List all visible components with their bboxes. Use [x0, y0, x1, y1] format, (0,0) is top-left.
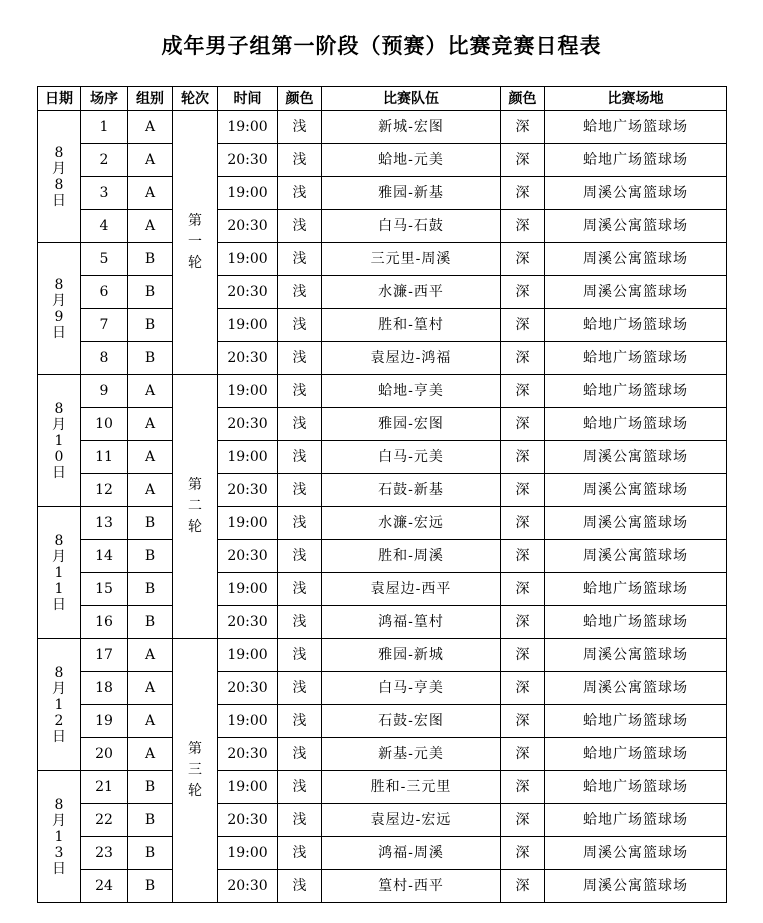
- match-color-away: 深: [501, 738, 545, 771]
- match-color-away: 深: [501, 375, 545, 408]
- match-teams: 水濂-西平: [322, 276, 501, 309]
- match-teams: 石鼓-新基: [322, 474, 501, 507]
- match-time: 19:00: [218, 243, 278, 276]
- match-color-away: 深: [501, 870, 545, 903]
- round-cell: [173, 639, 218, 903]
- match-group: B: [128, 507, 173, 540]
- match-row: [38, 210, 727, 243]
- match-seq: 2: [81, 144, 128, 177]
- match-venue: 周溪公寓篮球场: [545, 507, 727, 540]
- match-group: B: [128, 870, 173, 903]
- header-group: 组别: [128, 87, 173, 111]
- match-teams: 胜和-周溪: [322, 540, 501, 573]
- date-char: 8: [54, 532, 64, 549]
- match-group: B: [128, 837, 173, 870]
- match-time: 19:00: [218, 705, 278, 738]
- match-color-away: 深: [501, 705, 545, 738]
- match-color-home: 浅: [278, 606, 322, 639]
- match-time: 19:00: [218, 111, 278, 144]
- match-color-home: 浅: [278, 771, 322, 804]
- match-color-away: 深: [501, 837, 545, 870]
- match-time: 19:00: [218, 639, 278, 672]
- match-color-home: 浅: [278, 276, 322, 309]
- match-row: [38, 870, 727, 903]
- date-char: 8: [54, 664, 64, 681]
- match-row: [38, 111, 727, 144]
- match-teams: 胜和-篁村: [322, 309, 501, 342]
- match-group: B: [128, 804, 173, 837]
- match-teams: 新城-宏图: [322, 111, 501, 144]
- match-venue: 蛤地广场篮球场: [545, 375, 727, 408]
- match-color-away: 深: [501, 771, 545, 804]
- match-color-home: 浅: [278, 408, 322, 441]
- match-seq: 16: [81, 606, 128, 639]
- match-teams: 雅园-新基: [322, 177, 501, 210]
- match-seq: 18: [81, 672, 128, 705]
- match-venue: 蛤地广场篮球场: [545, 408, 727, 441]
- match-seq: 13: [81, 507, 128, 540]
- match-seq: 14: [81, 540, 128, 573]
- match-time: 20:30: [218, 606, 278, 639]
- match-color-home: 浅: [278, 738, 322, 771]
- match-teams: 白马-石鼓: [322, 210, 501, 243]
- match-group: A: [128, 474, 173, 507]
- round-char: 第: [188, 213, 202, 229]
- match-seq: 17: [81, 639, 128, 672]
- date-label: [51, 533, 67, 613]
- match-color-home: 浅: [278, 540, 322, 573]
- match-group: A: [128, 639, 173, 672]
- match-teams: 雅园-宏图: [322, 408, 501, 441]
- page-title: 成年男子组第一阶段（预赛）比赛竞赛日程表: [161, 34, 602, 58]
- date-char: 8: [54, 796, 64, 813]
- match-color-home: 浅: [278, 210, 322, 243]
- match-row: [38, 243, 727, 276]
- match-venue: 周溪公寓篮球场: [545, 243, 727, 276]
- match-color-away: 深: [501, 309, 545, 342]
- match-teams: 石鼓-宏图: [322, 705, 501, 738]
- date-cell: [38, 639, 81, 771]
- round-cell: [173, 375, 218, 639]
- schedule-body: [38, 111, 727, 903]
- match-color-away: 深: [501, 606, 545, 639]
- match-color-away: 深: [501, 804, 545, 837]
- match-seq: 19: [81, 705, 128, 738]
- match-teams: 篁村-西平: [322, 870, 501, 903]
- match-row: [38, 375, 727, 408]
- match-venue: 蛤地广场篮球场: [545, 573, 727, 606]
- match-venue: 周溪公寓篮球场: [545, 672, 727, 705]
- match-seq: 4: [81, 210, 128, 243]
- match-time: 20:30: [218, 870, 278, 903]
- match-teams: 三元里-周溪: [322, 243, 501, 276]
- date-char: 8: [54, 144, 64, 161]
- match-row: [38, 507, 727, 540]
- match-row: [38, 474, 727, 507]
- date-char: 9: [54, 308, 64, 325]
- date-cell: [38, 507, 81, 639]
- round-char: 轮: [188, 255, 202, 271]
- match-group: B: [128, 243, 173, 276]
- match-group: A: [128, 738, 173, 771]
- match-seq: 23: [81, 837, 128, 870]
- match-color-home: 浅: [278, 573, 322, 606]
- match-color-away: 深: [501, 243, 545, 276]
- match-teams: 蛤地-亨美: [322, 375, 501, 408]
- match-color-home: 浅: [278, 177, 322, 210]
- match-venue: 蛤地广场篮球场: [545, 804, 727, 837]
- date-char: 日: [52, 324, 66, 341]
- date-char: 月: [52, 160, 66, 177]
- match-teams: 白马-元美: [322, 441, 501, 474]
- match-row: [38, 804, 727, 837]
- match-color-home: 浅: [278, 837, 322, 870]
- date-char: 月: [52, 812, 66, 829]
- match-venue: 蛤地广场篮球场: [545, 771, 727, 804]
- match-row: [38, 540, 727, 573]
- match-group: B: [128, 540, 173, 573]
- match-seq: 9: [81, 375, 128, 408]
- date-char: 13: [54, 828, 64, 861]
- match-teams: 胜和-三元里: [322, 771, 501, 804]
- match-time: 20:30: [218, 342, 278, 375]
- match-group: A: [128, 672, 173, 705]
- match-venue: 蛤地广场篮球场: [545, 111, 727, 144]
- match-row: [38, 573, 727, 606]
- date-cell: [38, 771, 81, 903]
- match-color-home: 浅: [278, 507, 322, 540]
- round-label: [187, 475, 203, 538]
- header-color-home: 颜色: [278, 87, 322, 111]
- match-group: A: [128, 375, 173, 408]
- match-color-away: 深: [501, 408, 545, 441]
- match-time: 20:30: [218, 474, 278, 507]
- match-row: [38, 672, 727, 705]
- date-char: 8: [54, 176, 64, 193]
- match-group: A: [128, 210, 173, 243]
- header-row: [38, 87, 727, 111]
- match-color-away: 深: [501, 144, 545, 177]
- match-teams: 蛤地-元美: [322, 144, 501, 177]
- schedule-table: [37, 86, 727, 903]
- match-seq: 12: [81, 474, 128, 507]
- match-venue: 蛤地广场篮球场: [545, 738, 727, 771]
- match-group: A: [128, 705, 173, 738]
- match-teams: 鸿福-篁村: [322, 606, 501, 639]
- date-char: 12: [54, 696, 64, 729]
- date-char: 日: [52, 464, 66, 481]
- date-label: [51, 665, 67, 745]
- match-color-home: 浅: [278, 804, 322, 837]
- header-time: 时间: [218, 87, 278, 111]
- match-seq: 5: [81, 243, 128, 276]
- date-char: 11: [54, 564, 64, 597]
- header-date: 日期: [38, 87, 81, 111]
- date-char: 8: [54, 400, 64, 417]
- match-venue: 蛤地广场篮球场: [545, 705, 727, 738]
- match-venue: 周溪公寓篮球场: [545, 441, 727, 474]
- match-group: A: [128, 111, 173, 144]
- header-round: 轮次: [173, 87, 218, 111]
- match-group: B: [128, 276, 173, 309]
- match-time: 20:30: [218, 672, 278, 705]
- match-color-away: 深: [501, 342, 545, 375]
- match-teams: 雅园-新城: [322, 639, 501, 672]
- match-seq: 8: [81, 342, 128, 375]
- match-group: B: [128, 771, 173, 804]
- match-group: B: [128, 342, 173, 375]
- match-row: [38, 771, 727, 804]
- match-time: 19:00: [218, 177, 278, 210]
- match-venue: 周溪公寓篮球场: [545, 210, 727, 243]
- match-venue: 蛤地广场篮球场: [545, 309, 727, 342]
- match-color-away: 深: [501, 276, 545, 309]
- date-label: [51, 145, 67, 209]
- match-seq: 21: [81, 771, 128, 804]
- round-char: 三: [188, 762, 202, 778]
- match-seq: 15: [81, 573, 128, 606]
- match-time: 20:30: [218, 804, 278, 837]
- match-teams: 袁屋边-宏远: [322, 804, 501, 837]
- round-char: 轮: [188, 783, 202, 799]
- match-group: B: [128, 309, 173, 342]
- match-color-away: 深: [501, 573, 545, 606]
- date-char: 日: [52, 596, 66, 613]
- match-venue: 蛤地广场篮球场: [545, 342, 727, 375]
- match-color-home: 浅: [278, 111, 322, 144]
- date-label: [51, 401, 67, 481]
- match-row: [38, 837, 727, 870]
- match-seq: 24: [81, 870, 128, 903]
- match-row: [38, 342, 727, 375]
- match-group: A: [128, 177, 173, 210]
- match-seq: 11: [81, 441, 128, 474]
- match-teams: 水濂-宏远: [322, 507, 501, 540]
- match-venue: 蛤地广场篮球场: [545, 606, 727, 639]
- match-seq: 7: [81, 309, 128, 342]
- round-label: [187, 211, 203, 274]
- match-color-home: 浅: [278, 639, 322, 672]
- match-row: [38, 309, 727, 342]
- match-seq: 20: [81, 738, 128, 771]
- round-char: 轮: [188, 519, 202, 535]
- date-label: [51, 797, 67, 877]
- match-color-home: 浅: [278, 870, 322, 903]
- date-cell: [38, 375, 81, 507]
- date-char: 8: [54, 276, 64, 293]
- match-teams: 白马-亨美: [322, 672, 501, 705]
- match-venue: 周溪公寓篮球场: [545, 276, 727, 309]
- round-label: [187, 739, 203, 802]
- match-color-away: 深: [501, 672, 545, 705]
- match-time: 19:00: [218, 507, 278, 540]
- date-char: 日: [52, 192, 66, 209]
- match-time: 20:30: [218, 276, 278, 309]
- match-row: [38, 705, 727, 738]
- match-row: [38, 441, 727, 474]
- round-char: 一: [188, 234, 202, 250]
- match-color-home: 浅: [278, 375, 322, 408]
- match-venue: 周溪公寓篮球场: [545, 177, 727, 210]
- date-char: 月: [52, 548, 66, 565]
- round-cell: [173, 111, 218, 375]
- match-color-home: 浅: [278, 309, 322, 342]
- match-group: A: [128, 144, 173, 177]
- match-color-home: 浅: [278, 705, 322, 738]
- match-teams: 袁屋边-鸿福: [322, 342, 501, 375]
- match-group: A: [128, 441, 173, 474]
- match-teams: 袁屋边-西平: [322, 573, 501, 606]
- match-time: 20:30: [218, 738, 278, 771]
- match-group: B: [128, 573, 173, 606]
- match-venue: 周溪公寓篮球场: [545, 540, 727, 573]
- match-color-home: 浅: [278, 672, 322, 705]
- match-venue: 周溪公寓篮球场: [545, 474, 727, 507]
- match-color-home: 浅: [278, 474, 322, 507]
- match-color-home: 浅: [278, 441, 322, 474]
- header-venue: 比赛场地: [545, 87, 727, 111]
- date-label: [51, 277, 67, 341]
- match-color-home: 浅: [278, 342, 322, 375]
- match-time: 20:30: [218, 540, 278, 573]
- match-venue: 周溪公寓篮球场: [545, 837, 727, 870]
- match-time: 20:30: [218, 210, 278, 243]
- match-color-away: 深: [501, 474, 545, 507]
- match-time: 19:00: [218, 573, 278, 606]
- header-seq: 场序: [81, 87, 128, 111]
- match-row: [38, 177, 727, 210]
- match-seq: 1: [81, 111, 128, 144]
- match-color-home: 浅: [278, 144, 322, 177]
- match-color-away: 深: [501, 210, 545, 243]
- match-row: [38, 144, 727, 177]
- header-teams: 比赛队伍: [322, 87, 501, 111]
- match-time: 20:30: [218, 408, 278, 441]
- match-seq: 22: [81, 804, 128, 837]
- date-char: 月: [52, 292, 66, 309]
- match-group: A: [128, 408, 173, 441]
- date-char: 日: [52, 728, 66, 745]
- match-row: [38, 639, 727, 672]
- round-char: 第: [188, 741, 202, 757]
- match-row: [38, 738, 727, 771]
- match-time: 19:00: [218, 309, 278, 342]
- match-time: 20:30: [218, 144, 278, 177]
- header-color-away: 颜色: [501, 87, 545, 111]
- match-time: 19:00: [218, 837, 278, 870]
- match-time: 19:00: [218, 441, 278, 474]
- match-seq: 6: [81, 276, 128, 309]
- date-cell: [38, 243, 81, 375]
- match-color-away: 深: [501, 441, 545, 474]
- date-char: 日: [52, 860, 66, 877]
- match-row: [38, 276, 727, 309]
- match-color-away: 深: [501, 177, 545, 210]
- date-char: 月: [52, 680, 66, 697]
- match-color-away: 深: [501, 540, 545, 573]
- match-venue: 蛤地广场篮球场: [545, 144, 727, 177]
- match-row: [38, 606, 727, 639]
- match-color-home: 浅: [278, 243, 322, 276]
- round-char: 第: [188, 477, 202, 493]
- match-color-away: 深: [501, 111, 545, 144]
- match-venue: 周溪公寓篮球场: [545, 870, 727, 903]
- match-teams: 新基-元美: [322, 738, 501, 771]
- match-group: B: [128, 606, 173, 639]
- match-color-away: 深: [501, 639, 545, 672]
- date-cell: [38, 111, 81, 243]
- match-venue: 周溪公寓篮球场: [545, 639, 727, 672]
- round-char: 二: [188, 498, 202, 514]
- match-row: [38, 408, 727, 441]
- match-seq: 3: [81, 177, 128, 210]
- date-char: 10: [54, 432, 64, 465]
- match-color-away: 深: [501, 507, 545, 540]
- match-time: 19:00: [218, 771, 278, 804]
- date-char: 月: [52, 416, 66, 433]
- match-time: 19:00: [218, 375, 278, 408]
- match-teams: 鸿福-周溪: [322, 837, 501, 870]
- match-seq: 10: [81, 408, 128, 441]
